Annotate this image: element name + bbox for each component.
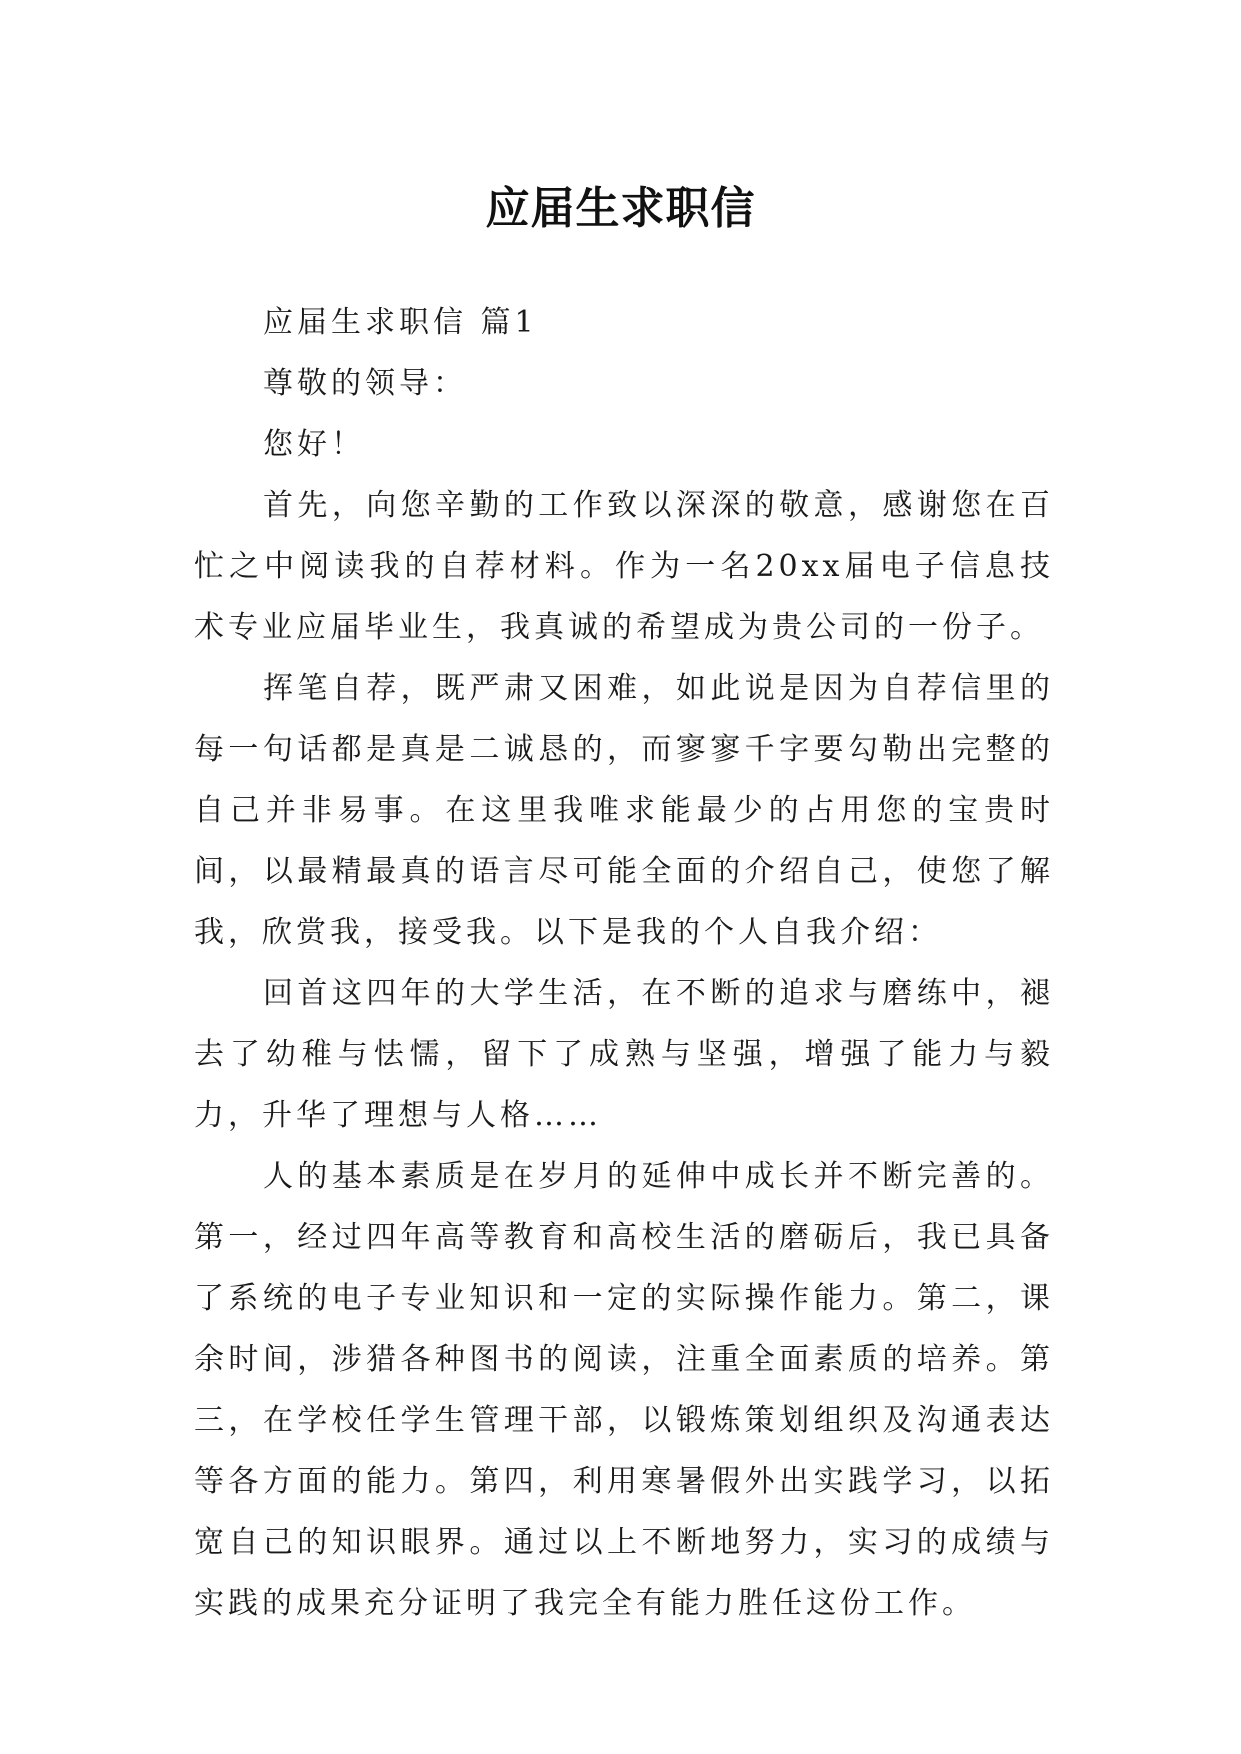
- body-paragraph: 挥笔自荐，既严肃又困难，如此说是因为自荐信里的每一句话都是真是二诚恳的，而寥寥千字要勾勒出完整的自己并非易事。在这里我唯求能最少的占用您的宝贵时间，以最精最真的语言尽可能全面的介绍自己，使您了解我，欣赏我，接受我。以下是我的个人自我介绍：: [194, 671, 1054, 950]
- greeting: 您好！: [263, 427, 365, 462]
- document-title: 应届生求职信: [485, 183, 756, 235]
- salutation: 尊敬的领导：: [263, 366, 467, 401]
- body-paragraph: 首先，向您辛勤的工作致以深深的敬意，感谢您在百忙之中阅读我的自荐材料。作为一名20xx届电子信息技术专业应届毕业生，我真诚的希望成为贵公司的一份子。: [194, 488, 1054, 645]
- document-body: [194, 292, 1054, 1634]
- section-heading: 应届生求职信 篇1: [263, 305, 538, 340]
- body-paragraph: 人的基本素质是在岁月的延伸中成长并不断完善的。第一，经过四年高等教育和高校生活的磨砺后，我已具备了系统的电子专业知识和一定的实际操作能力。第二，课余时间，涉猎各种图书的阅读，注重全面素质的培养。第三，在学校任学生管理干部，以锻炼策划组织及沟通表达等各方面的能力。第四，利用寒暑假外出实践学习，以拓宽自己的知识眼界。通过以上不断地努力，实习的成绩与实践的成果充分证明了我完全有能力胜任这份工作。: [194, 1159, 1054, 1621]
- body-paragraph: 回首这四年的大学生活，在不断的追求与磨练中，褪去了幼稚与怯懦，留下了成熟与坚强，增强了能力与毅力，升华了理想与人格……: [194, 976, 1054, 1133]
